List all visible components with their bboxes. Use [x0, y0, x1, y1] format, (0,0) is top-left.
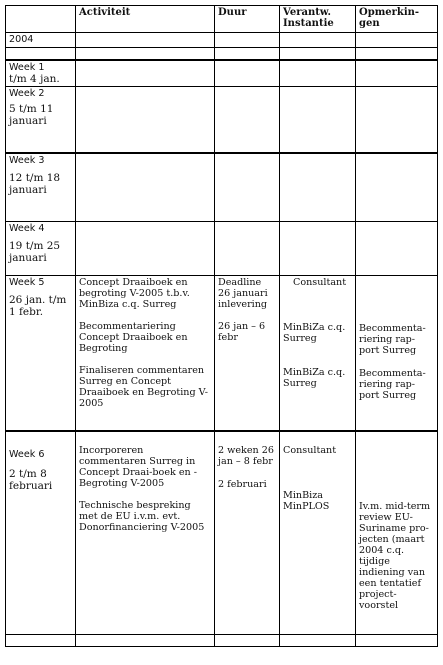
- header-row: [6, 6, 438, 33]
- week-dates: 26 jan. t/m 1 febr.: [9, 294, 67, 318]
- week-dates: 19 t/m 25 januari: [9, 240, 61, 264]
- week-column-header: [6, 6, 76, 33]
- table-row: [6, 87, 438, 153]
- duur-cell: [215, 431, 280, 635]
- activity-text: Technische bespreking met de EU i.v.m. evt. Donorfinanciering V-2005: [79, 499, 205, 533]
- table-row: [6, 635, 438, 647]
- duur-text: 2 februari: [218, 478, 267, 490]
- table-row: [6, 222, 438, 276]
- year-row: [6, 33, 438, 48]
- opmerking-text: Becommenta-riering rap-port Surreg: [359, 323, 426, 356]
- week-dates: 2 t/m 8 februari: [9, 467, 53, 492]
- week-cell: [6, 153, 76, 222]
- opmerkingen-cell: [356, 276, 438, 431]
- verantw-cell: [280, 431, 356, 635]
- opmerkingen-cell: [356, 431, 438, 635]
- verantw-text: MinBiza MinPLOS: [283, 489, 330, 512]
- verantw-cell: [280, 276, 356, 431]
- table-row: [6, 276, 438, 431]
- year-label: 2004: [6, 33, 76, 48]
- table-row: [6, 60, 438, 87]
- table-row: [6, 153, 438, 222]
- week-label: Week 2: [9, 88, 45, 99]
- week-cell: [6, 222, 76, 276]
- opmerking-text: Iv.m. mid-term review EU-Suriname pro-jecten (maart 2004 c.q. tijdige indiening van een tentatief project-voorstel: [359, 500, 431, 611]
- week-cell: [6, 276, 76, 431]
- week-label: Week 1: [9, 61, 45, 73]
- activiteit-cell: [76, 431, 215, 635]
- spacer-row: [6, 48, 438, 60]
- activity-text: Concept Draaiboek en begroting V-2005 t.b.v. MinBiza c.q. Surreg: [79, 277, 190, 310]
- week-dates: 5 t/m 11 januari: [9, 103, 54, 127]
- week-cell: [6, 60, 76, 87]
- verantw-header: Verantw. Instantie: [280, 6, 356, 33]
- duur-text: 2 weken 26 jan – 8 febr: [218, 444, 274, 467]
- duur-text: Deadline 26 januari inlevering: [218, 277, 268, 310]
- activiteit-cell: [76, 276, 215, 431]
- week-label: Week 5: [9, 277, 45, 288]
- duur-header: Duur: [215, 6, 280, 33]
- verantw-text: MinBiZa c.q. Surreg: [283, 322, 346, 344]
- activity-text: Becommentariering Concept Draaiboek en Begroting: [79, 321, 188, 354]
- table-row: [6, 431, 438, 635]
- week-label: Week 4: [9, 223, 45, 234]
- opmerkingen-header: Opmerkin-gen: [356, 6, 438, 33]
- week-cell: [6, 87, 76, 153]
- week-label: Week 6: [9, 448, 45, 460]
- week-cell: [6, 431, 76, 635]
- activity-text: Incorporeren commentaren Surreg in Concept Draai-boek en -Begroting V-2005: [79, 444, 198, 489]
- verantw-text: Consultant: [293, 277, 347, 288]
- activity-text: Finaliseren commentaren Surreg en Concept Draaiboek en Begroting V-2005: [79, 365, 208, 409]
- week-dates: 12 t/m 18 januari: [9, 171, 61, 196]
- opmerking-text: Becommenta-riering rap-port Surreg: [359, 368, 426, 401]
- week-dates: t/m 4 jan.: [9, 72, 60, 85]
- verantw-text: MinBiZa c.q. Surreg: [283, 367, 346, 389]
- duur-cell: [215, 276, 280, 431]
- planning-table: [5, 5, 438, 647]
- verantw-text: Consultant: [283, 444, 337, 456]
- duur-text: 26 jan – 6 febr: [218, 321, 266, 343]
- activiteit-header: Activiteit: [76, 6, 215, 33]
- week-label: Week 3: [9, 154, 45, 166]
